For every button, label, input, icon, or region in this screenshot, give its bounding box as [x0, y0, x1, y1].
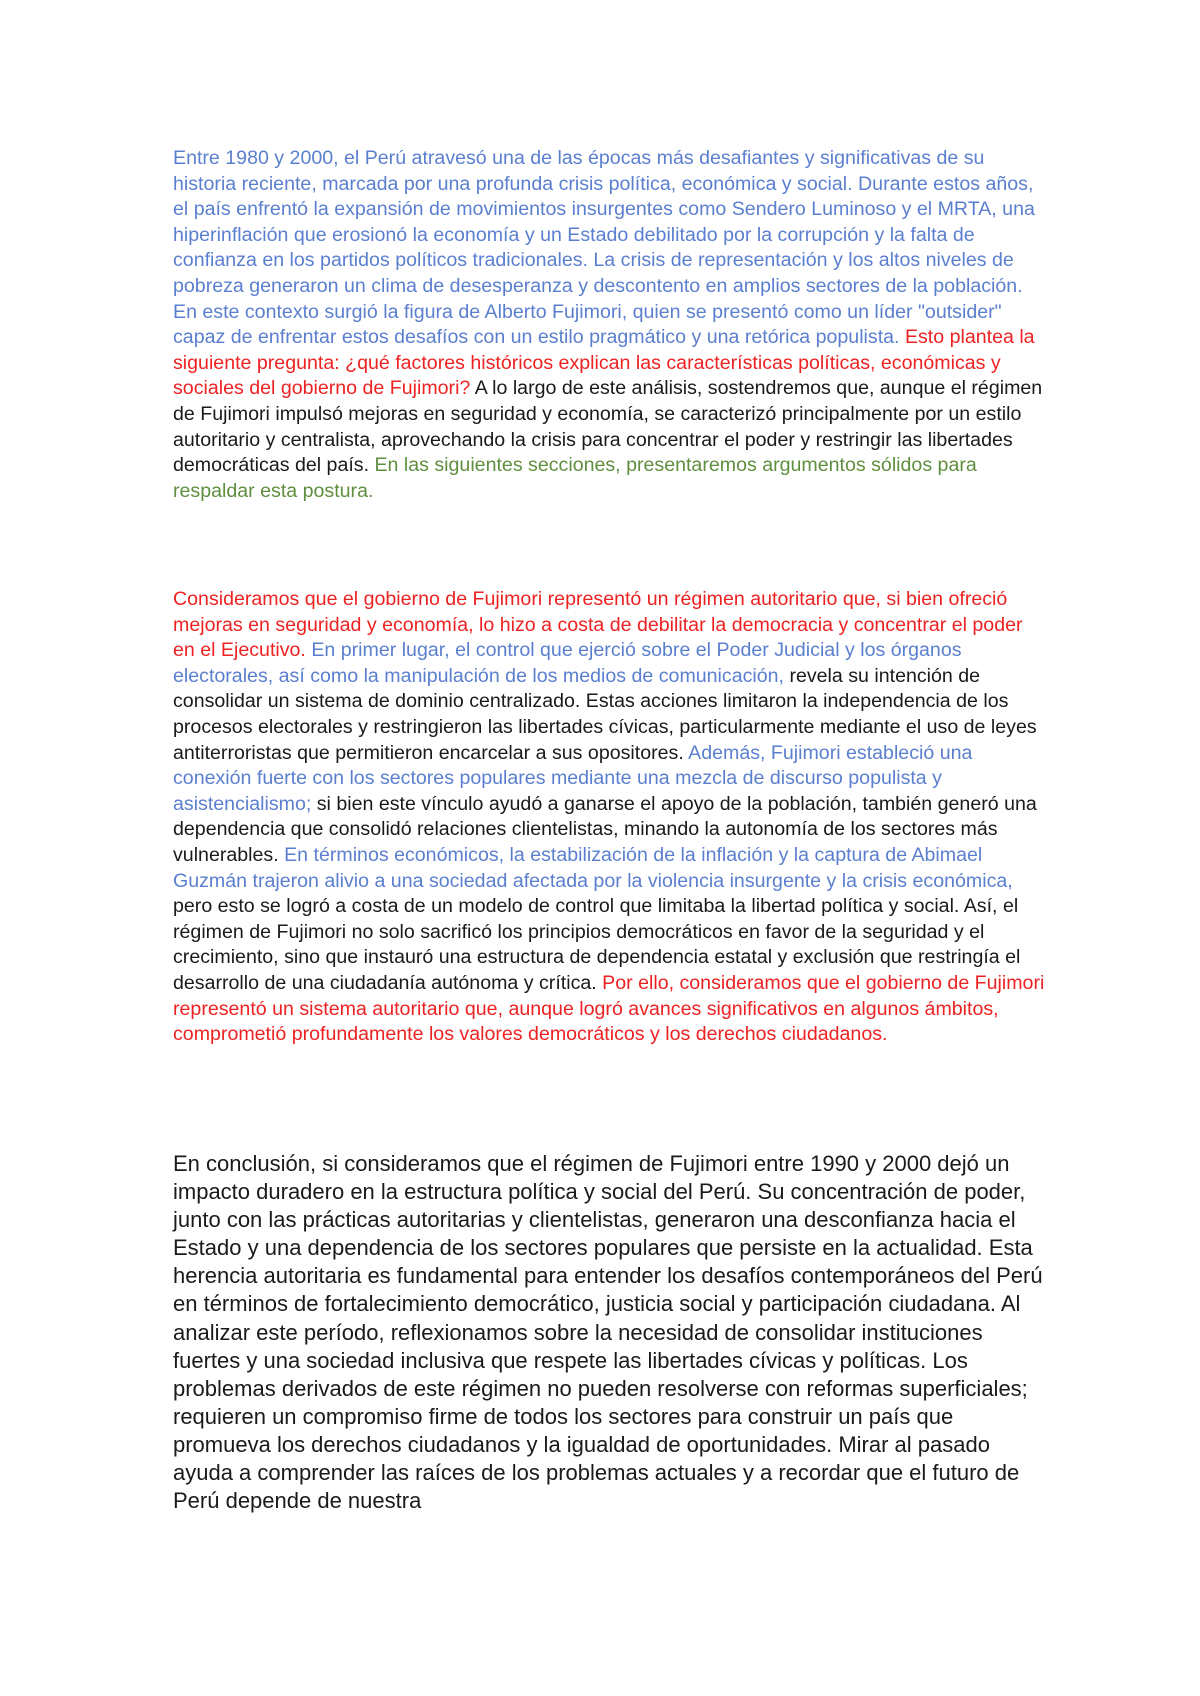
- argument-claim-text: Consideramos que el gobierno de Fujimori representó un régimen autoritario que, si bien ofreció mejoras en seguridad y economía, lo hizo a costa de debilitar la democracia y concentrar el poder en el Ejecutivo.: [173, 588, 1023, 662]
- analysis-3-text: pero esto se logró a costa de un modelo de control que limitaba la libertad política y social. Así, el régimen de Fujimori no solo sacrificó los principios democráticos en favor de la seguridad y el crecimiento, sino que instauró una estructura de dependencia estatal y exclusión que restringía el desarrollo de una ciudadanía autónoma y crítica.: [173, 895, 1021, 994]
- argument-conclusion-text: Por ello, consideramos que el gobierno de Fujimori representó un sistema autoritario que, aunque logró avances significativos en algunos ámbitos, comprometió profundamente los valores democráticos y los derechos ciudadanos.: [173, 971, 1045, 1046]
- evidence-2-text: Además, Fujimori estableció una conexión fuerte con los sectores populares mediante una mezcla de discurso populista y asistencialismo;: [173, 741, 973, 815]
- research-question-text: Esto plantea la siguiente pregunta: ¿qué factores históricos explican las características políticas, económicas y sociales del gobierno de Fujimori?: [173, 326, 1035, 400]
- evidence-3-text: En términos económicos, la estabilización de la inflación y la captura de Abimael Guzmán trajeron alivio a una sociedad afectada por la violencia insurgente y la crisis económica,: [173, 843, 1013, 892]
- analysis-2-text: si bien este vínculo ayudó a ganarse el apoyo de la población, también generó una dependencia que consolidó relaciones clientelistas, minando la autonomía de los sectores más vulnerables.: [173, 792, 1037, 866]
- intro-context-text: Entre 1980 y 2000, el Perú atravesó una de las épocas más desafiantes y significativas de su historia reciente, marcada por una profunda crisis política, económica y social. Durante estos años, el país enfrentó la expansión de movimientos insurgentes como Sendero Luminoso y el MRTA, una hiperinflación que erosionó la economía y un Estado debilitado por la corrupción y la falta de confianza en los partidos políticos tradicionales. La crisis de representación y los altos niveles de pobreza generaron un clima de desesperanza y descontento en amplios sectores de la población. En este contexto surgió la figura de Alberto Fujimori, quien se presentó como un líder "outsider" capaz de enfrentar estos desafíos con un estilo pragmático y una retórica populista.: [173, 147, 1035, 349]
- evidence-1-text: En primer lugar, el control que ejerció sobre el Poder Judicial y los órganos electorales, así como la manipulación de los medios de comunicación,: [173, 639, 962, 687]
- thesis-statement-text: A lo largo de este análisis, sostendremos que, aunque el régimen de Fujimori impulsó mejoras en seguridad y economía, se caracterizó principalmente por un estilo autoritario y centralista, aprovechando la crisis para concentrar el poder y restringir las libertades democráticas del país.: [173, 377, 1043, 477]
- argument-paragraph: [173, 587, 1045, 1048]
- roadmap-text: En las siguientes secciones, presentaremos argumentos sólidos para respaldar esta postura.: [173, 454, 977, 502]
- conclusion-paragraph: En conclusión, si consideramos que el régimen de Fujimori entre 1990 y 2000 dejó un impacto duradero en la estructura política y social del Perú. Su concentración de poder, junto con las prácticas autoritarias y clientelistas, generaron una desconfianza hacia el Estado y una dependencia de los sectores populares que persiste en la actualidad. Esta herencia autoritaria es fundamental para entender los desafíos contemporáneos del Perú en términos de fortalecimiento democrático, justicia social y participación ciudadana. Al analizar este período, reflexionamos sobre la necesidad de consolidar instituciones fuertes y una sociedad inclusiva que respete las libertades cívicas y políticas. Los problemas derivados de este régimen no pueden resolverse con reformas superficiales; requieren un compromiso firme de todos los sectores para construir un país que promueva los derechos ciudadanos y la igualdad de oportunidades. Mirar al pasado ayuda a comprender las raíces de los problemas actuales y a recordar que el futuro de Perú depende de nuestra: [173, 1151, 1043, 1514]
- introduction-paragraph: [173, 146, 1045, 504]
- analysis-1-text: revela su intención de consolidar un sistema de dominio centralizado. Estas acciones limitaron la independencia de los procesos electorales y restringieron las libertades cívicas, particularmente mediante el uso de leyes antiterroristas que permitieron encarcelar a sus opositores.: [173, 664, 1037, 764]
